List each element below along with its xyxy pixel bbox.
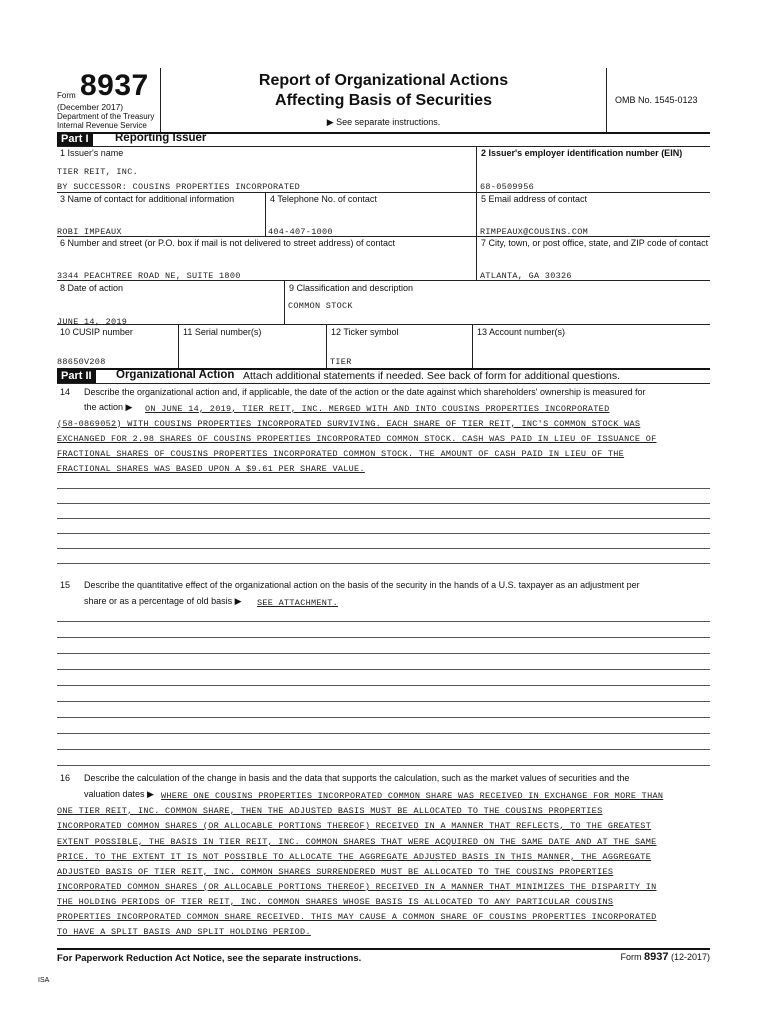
field13-label: 13 Account number(s) xyxy=(477,327,566,337)
omb-number: OMB No. 1545-0123 xyxy=(615,95,698,105)
field2-value-ein[interactable]: 68-0509956 xyxy=(480,182,535,192)
blank-line xyxy=(57,765,710,766)
field6-value-street[interactable]: 3344 PEACHTREE ROAD NE, SUITE 1800 xyxy=(57,271,241,281)
part2-badge: Part II xyxy=(57,369,96,383)
part2-title: Organizational Action xyxy=(116,369,235,381)
part2-title-note: Attach additional statements if needed. See back of form for additional questions. xyxy=(243,370,621,382)
field10-value-cusip[interactable]: 88650V208 xyxy=(57,357,106,367)
footer-form-revision: (12-2017) xyxy=(670,952,710,962)
field11-label: 11 Serial number(s) xyxy=(183,327,262,337)
q16-number: 16 xyxy=(60,773,71,783)
field1-value-successor[interactable]: BY SUCCESSOR: COUSINS PROPERTIES INCORPORATED xyxy=(57,182,301,192)
blank-line xyxy=(57,653,710,654)
field5-value-email[interactable]: RIMPEAUX@COUSINS.COM xyxy=(480,227,589,237)
field9-value-class[interactable]: COMMON STOCK xyxy=(288,301,353,311)
q16-answer-line: ONE TIER REIT, INC. COMMON SHARE, THEN THE ADJUSTED BASIS MUST BE ALLOCATED TO THE COUSINS PROPERTIES xyxy=(57,806,603,816)
q14-answer-line: (58-0869052) WITH COUSINS PROPERTIES INCORPORATED SURVIVING. EACH SHARE OF TIER REIT, INC'S COMMON STOCK WAS xyxy=(57,419,641,429)
form-revision: (December 2017) xyxy=(57,102,124,112)
q16-answer-line: INCORPORATED COMMON SHARES (OR ALLOCABLE PORTIONS THEREOF) RECEIVED IN A MANNER THAT REFLECTS, TO THE GREATEST xyxy=(57,821,652,831)
part1-badge: Part I xyxy=(57,132,93,146)
blank-line xyxy=(57,669,710,670)
q14-text: Describe the organizational action and, if applicable, the date of the action or the date against which shareholders' ownership is measured for xyxy=(84,387,646,397)
field7-value-city[interactable]: ATLANTA, GA 30326 xyxy=(480,271,572,281)
field1-value-issuer[interactable]: TIER REIT, INC. xyxy=(57,167,139,177)
q15-number: 15 xyxy=(60,580,71,590)
q16-text-arrow: valuation dates ▶ xyxy=(84,789,154,799)
q14-number: 14 xyxy=(60,387,71,397)
footer-form-number: 8937 xyxy=(643,951,669,963)
blank-line xyxy=(57,518,710,519)
q16-answer-line: THE HOLDING PERIODS OF TIER REIT, INC. COMMON SHARES WHOSE BASIS IS ALLOCATED TO ANY PARTICULAR COUSINS xyxy=(57,897,614,907)
irs-label: Internal Revenue Service xyxy=(57,121,147,130)
q16-answer-line: PROPERTIES INCORPORATED COMMON SHARE RECEIVED. THIS MAY CAUSE A COMMON SHARE OF COUSINS PROPERTIES INCORPORATED xyxy=(57,912,657,922)
form-number: 8937 xyxy=(80,69,149,102)
isa-mark: ISA xyxy=(38,977,50,984)
blank-line xyxy=(57,749,710,750)
blank-line xyxy=(57,563,710,564)
field5-label: 5 Email address of contact xyxy=(481,194,588,204)
q14-answer-line: EXCHANGED FOR 2.98 SHARES OF COUSINS PROPERTIES INCORPORATED COMMON STOCK. CASH WAS PAID IN LIEU OF ISSUANCE OF xyxy=(57,434,657,444)
form-title-line1: Report of Organizational Actions xyxy=(258,72,509,89)
field8-label: 8 Date of action xyxy=(60,283,124,293)
field8-value-date[interactable]: JUNE 14, 2019 xyxy=(57,317,128,327)
dept-treasury: Department of the Treasury xyxy=(57,112,155,121)
blank-line xyxy=(57,548,710,549)
form-footer-id xyxy=(620,951,710,963)
field3-label: 3 Name of contact for additional information xyxy=(60,194,235,204)
field7-label: 7 City, town, or post office, state, and ZIP code of contact xyxy=(481,238,709,248)
see-instructions: ▶ See separate instructions. xyxy=(326,117,441,127)
q14-answer-line: FRACTIONAL SHARES WAS BASED UPON A $9.61 PER SHARE VALUE. xyxy=(57,464,365,474)
q15-answer[interactable]: SEE ATTACHMENT. xyxy=(257,598,339,608)
paperwork-notice: For Paperwork Reduction Act Notice, see the separate instructions. xyxy=(57,953,362,964)
q16-answer-line: ADJUSTED BASIS OF TIER REIT, INC. COMMON SHARES SURRENDERED MUST BE ALLOCATED TO THE COUSINS PROPERTIES xyxy=(57,867,614,877)
blank-line xyxy=(57,685,710,686)
field9-label: 9 Classification and description xyxy=(289,283,414,293)
field12-label: 12 Ticker symbol xyxy=(331,327,399,337)
field12-value-ticker[interactable]: TIER xyxy=(330,357,352,367)
blank-line xyxy=(57,717,710,718)
field4-value-phone[interactable]: 404-407-1000 xyxy=(268,227,333,237)
blank-line xyxy=(57,701,710,702)
q16-answer-line: WHERE ONE COUSINS PROPERTIES INCORPORATED COMMON SHARE WAS RECEIVED IN EXCHANGE FOR MORE THAN xyxy=(161,791,664,801)
blank-line xyxy=(57,533,710,534)
field4-label: 4 Telephone No. of contact xyxy=(270,194,377,204)
field3-value-contact[interactable]: ROBI IMPEAUX xyxy=(57,227,122,237)
footer-form-word: Form xyxy=(620,952,642,962)
blank-line xyxy=(57,488,710,489)
blank-line xyxy=(57,637,710,638)
field10-label: 10 CUSIP number xyxy=(60,327,133,337)
q15-text-arrow: share or as a percentage of old basis ▶ xyxy=(84,596,242,606)
blank-line xyxy=(57,503,710,504)
q16-answer-line: TO HAVE A SPLIT BASIS AND SPLIT HOLDING PERIOD. xyxy=(57,927,311,937)
field6-label: 6 Number and street (or P.O. box if mail is not delivered to street address) of contact xyxy=(60,238,395,248)
q14-answer-line: ON JUNE 14, 2019, TIER REIT, INC. MERGED WITH AND INTO COUSINS PROPERTIES INCORPORATED xyxy=(145,404,610,414)
blank-line xyxy=(57,733,710,734)
q15-text: Describe the quantitative effect of the organizational action on the basis of the security in the hands of a U.S. taxpayer as an adjustment per xyxy=(84,580,640,590)
field2-label: 2 Issuer's employer identification number (EIN) xyxy=(481,148,683,158)
form-word: Form xyxy=(57,91,76,100)
q14-answer-line: FRACTIONAL SHARES OF COUSINS PROPERTIES INCORPORATED COMMON STOCK. THE AMOUNT OF CASH PAID IN LIEU OF THE xyxy=(57,449,625,459)
q16-answer-line: EXTENT POSSIBLE, THE BASIS IN TIER REIT, INC. COMMON SHARES THAT WERE ACQUIRED ON THE SAME DATE AND AT THE SAME xyxy=(57,837,657,847)
form-title-line2: Affecting Basis of Securities xyxy=(275,92,492,109)
blank-line xyxy=(57,621,710,622)
q14-text-arrow: the action ▶ xyxy=(84,402,133,412)
q16-text: Describe the calculation of the change in basis and the data that supports the calculation, such as the market values of securities and the xyxy=(84,773,630,783)
q16-answer-line: INCORPORATED COMMON SHARES (OR ALLOCABLE PORTIONS THEREOF) RECEIVED IN A MANNER THAT MINIMIZES THE DISPARITY IN xyxy=(57,882,657,892)
q16-answer-line: PRICE. TO THE EXTENT IT IS NOT POSSIBLE TO ALLOCATE THE AGGREGATE ADJUSTED BASIS IN THIS MANNER, THE AGGREGATE xyxy=(57,852,652,862)
field1-label: 1 Issuer's name xyxy=(60,148,124,158)
part1-title: Reporting Issuer xyxy=(115,132,207,144)
